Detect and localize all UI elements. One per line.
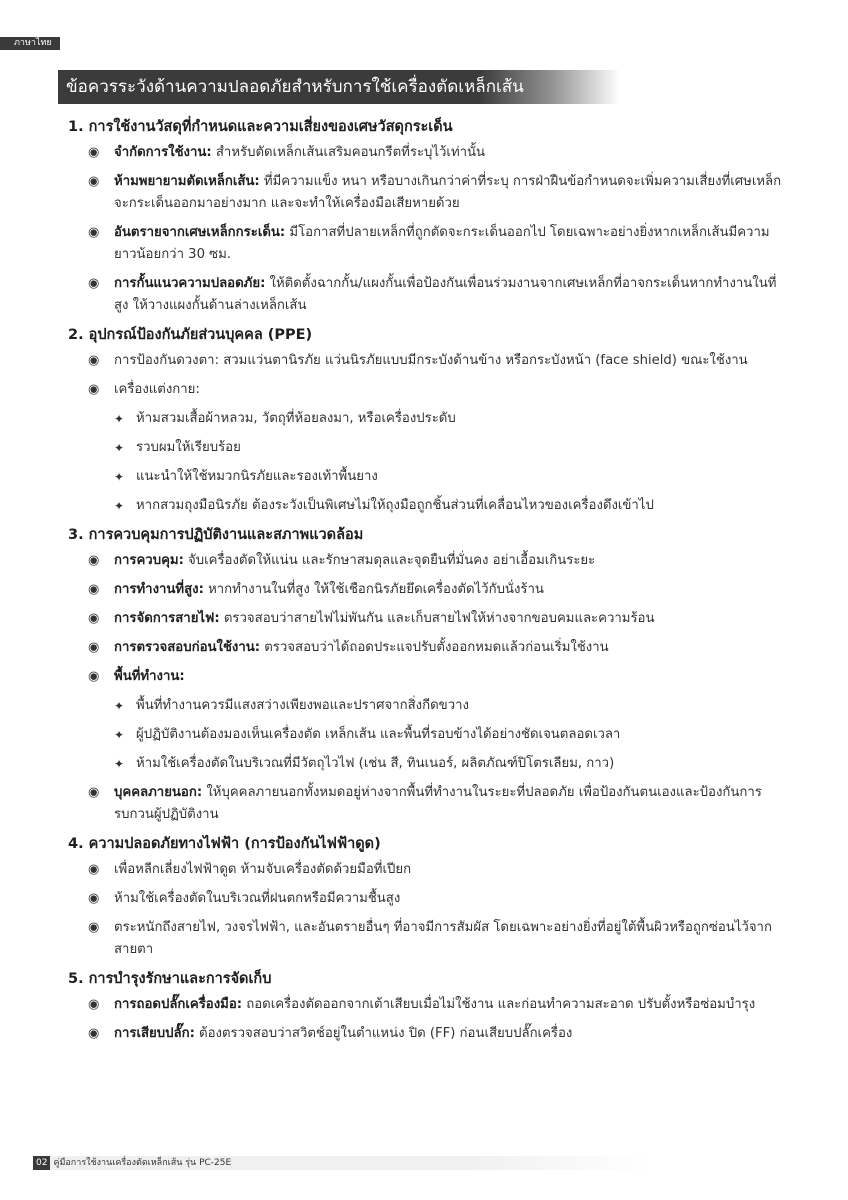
sub-list-item: ✦ รวบผมให้เรียบร้อย bbox=[68, 437, 788, 459]
bullet-icon: ◉ bbox=[88, 382, 100, 397]
bullet-icon: ◉ bbox=[88, 785, 100, 800]
sub-list-item: ✦ หากสวมถุงมือนิรภัย ต้องระวังเป็นพิเศษไม่ให้ถุงมือถูกชิ้นส่วนที่เคลื่อนไหวของเครื่องดึงเข้าไป bbox=[68, 495, 788, 517]
section-1 bbox=[68, 116, 788, 317]
sub-list-item: ✦ พื้นที่ทำงานควรมีแสงสว่างเพียงพอและปราศจากสิ่งกีดขวาง bbox=[68, 695, 788, 717]
list-item: ◉ ตระหนักถึงสายไฟ, วงจรไฟฟ้า, และอันตรายอื่นๆ ที่อาจมีการสัมผัส โดยเฉพาะอย่างยิ่งที่อยู่ใต้พื้นผิวหรือถูกซ่อนไว้จากสายตา bbox=[68, 917, 788, 961]
star-bullet-icon: ✦ bbox=[114, 728, 125, 742]
sub-list-item: ✦ ห้ามสวมเสื้อผ้าหลวม, วัตถุที่ห้อยลงมา, หรือเครื่องประดับ bbox=[68, 408, 788, 430]
list-item: ◉ บุคคลภายนอก: ให้บุคคลภายนอกทั้งหมดอยู่ห่างจากพื้นที่ทำงานในระยะที่ปลอดภัย เพื่อป้องกันตนเองและป้องกันการรบกวนผู้ปฏิบัติงาน bbox=[68, 782, 788, 826]
section-3 bbox=[68, 524, 788, 826]
bullet-icon: ◉ bbox=[88, 174, 100, 189]
list-item: ◉ การกั้นแนวความปลอดภัย: ให้ติดตั้งฉากกั้น/แผงกั้นเพื่อป้องกันเพื่อนร่วมงานจากเศษเหล็กที่อาจกระเด็นหากทำงานในที่สูง ให้วางแผงกั้นด้านล่างเหล็กเส้น bbox=[68, 273, 788, 317]
bullet-icon: ◉ bbox=[88, 582, 100, 597]
section-4-title: 4. ความปลอดภัยทางไฟฟ้า (การป้องกันไฟฟ้าดูด) bbox=[68, 836, 381, 852]
bullet-icon: ◉ bbox=[88, 669, 100, 684]
star-bullet-icon: ✦ bbox=[114, 470, 125, 484]
footer-text: คู่มือการใช้งานเครื่องตัดเหล็กเส้น รุ่น PC-25E bbox=[53, 1158, 232, 1168]
bullet-icon: ◉ bbox=[88, 1026, 100, 1041]
bullet-icon: ◉ bbox=[88, 611, 100, 626]
list-item: ◉ ห้ามพยายามตัดเหล็กเส้น: ที่มีความแข็ง หนา หรือบางเกินกว่าค่าที่ระบุ การฝ่าฝืนข้อกำหนดจะเพิ่มความเสี่ยงที่เศษเหล็กจะกระเด็นออกมาอย่างมาก และจะทำให้เครื่องมือเสียหายด้วย bbox=[68, 171, 788, 215]
section-5-title: 5. การบำรุงรักษาและการจัดเก็บ bbox=[68, 971, 272, 987]
list-item: ◉ อันตรายจากเศษเหล็กกระเด็น: มีโอกาสที่ปลายเหล็กที่ถูกตัดจะกระเด็นออกไป โดยเฉพาะอย่างยิ่งหากเหล็กเส้นมีความยาวน้อยกว่า 30 ซม. bbox=[68, 222, 788, 266]
page-footer bbox=[33, 1156, 653, 1170]
list-item: ◉ ห้ามใช้เครื่องตัดในบริเวณที่ฝนตกหรือมีความชื้นสูง bbox=[68, 888, 788, 910]
bullet-icon: ◉ bbox=[88, 862, 100, 877]
bullet-icon: ◉ bbox=[88, 920, 100, 935]
sub-list-item: ✦ ห้ามใช้เครื่องตัดในบริเวณที่มีวัตถุไวไฟ (เช่น สี, ทินเนอร์, ผลิตภัณฑ์ปิโตรเลียม, กาว) bbox=[68, 753, 788, 775]
star-bullet-icon: ✦ bbox=[114, 757, 125, 771]
list-item: ◉ การจัดการสายไฟ: ตรวจสอบว่าสายไฟไม่พันกัน และเก็บสายไฟให้ห่างจากขอบคมและความร้อน bbox=[68, 608, 788, 630]
star-bullet-icon: ✦ bbox=[114, 699, 125, 713]
list-item: ◉ การเสียบปลั๊ก: ต้องตรวจสอบว่าสวิตช์อยู่ในตำแหน่ง ปิด (FF) ก่อนเสียบปลั๊กเครื่อง bbox=[68, 1023, 788, 1045]
page-title-banner: ข้อควรระวังด้านความปลอดภัยสำหรับการใช้เครื่องตัดเหล็กเส้น bbox=[58, 70, 620, 104]
star-bullet-icon: ✦ bbox=[114, 412, 125, 426]
list-item: ◉ การถอดปลั๊กเครื่องมือ: ถอดเครื่องตัดออกจากเต้าเสียบเมื่อไม่ใช้งาน และก่อนทำความสะอาด ปรับตั้งหรือซ่อมบำรุง bbox=[68, 994, 788, 1016]
sub-list-item: ✦ ผู้ปฏิบัติงานต้องมองเห็นเครื่องตัด เหล็กเส้น และพื้นที่รอบข้างได้อย่างชัดเจนตลอดเวลา bbox=[68, 724, 788, 746]
list-item: ◉ พื้นที่ทำงาน: bbox=[68, 666, 788, 688]
page-number: 02 bbox=[33, 1156, 50, 1170]
bullet-icon: ◉ bbox=[88, 891, 100, 906]
section-5 bbox=[68, 968, 788, 1045]
list-item: ◉ การป้องกันดวงตา: สวมแว่นตานิรภัย แว่นนิรภัยแบบมีกระบังด้านข้าง หรือกระบังหน้า (face shield) ขณะใช้งาน bbox=[68, 350, 788, 372]
section-4 bbox=[68, 833, 788, 961]
bullet-icon: ◉ bbox=[88, 225, 100, 240]
section-3-title: 3. การควบคุมการปฏิบัติงานและสภาพแวดล้อม bbox=[68, 527, 364, 543]
list-item: ◉ การทำงานที่สูง: หากทำงานในที่สูง ให้ใช้เชือกนิรภัยยึดเครื่องตัดไว้กับนั่งร้าน bbox=[68, 579, 788, 601]
sub-list-item: ✦ แนะนำให้ใช้หมวกนิรภัยและรองเท้าพื้นยาง bbox=[68, 466, 788, 488]
bullet-icon: ◉ bbox=[88, 553, 100, 568]
star-bullet-icon: ✦ bbox=[114, 499, 125, 513]
list-item: ◉ เพื่อหลีกเลี่ยงไฟฟ้าดูด ห้ามจับเครื่องตัดด้วยมือที่เปียก bbox=[68, 859, 788, 881]
section-2-title: 2. อุปกรณ์ป้องกันภัยส่วนบุคคล (PPE) bbox=[68, 327, 313, 343]
bullet-icon: ◉ bbox=[88, 997, 100, 1012]
language-tab: ภาษาไทย bbox=[0, 37, 60, 50]
bullet-icon: ◉ bbox=[88, 353, 100, 368]
star-bullet-icon: ✦ bbox=[114, 441, 125, 455]
list-item: ◉ จำกัดการใช้งาน: สำหรับตัดเหล็กเส้นเสริมคอนกรีตที่ระบุไว้เท่านั้น bbox=[68, 142, 788, 164]
bullet-icon: ◉ bbox=[88, 640, 100, 655]
section-1-title: 1. การใช้งานวัสดุที่กำหนดและความเสี่ยงของเศษวัสดุกระเด็น bbox=[68, 119, 453, 135]
list-item: ◉ การควบคุม: จับเครื่องตัดให้แน่น และรักษาสมดุลและจุดยืนที่มั่นคง อย่าเอื้อมเกินระยะ bbox=[68, 550, 788, 572]
bullet-icon: ◉ bbox=[88, 145, 100, 160]
bullet-icon: ◉ bbox=[88, 276, 100, 291]
list-item: ◉ เครื่องแต่งกาย: bbox=[68, 379, 788, 401]
list-item: ◉ การตรวจสอบก่อนใช้งาน: ตรวจสอบว่าได้ถอดประแจปรับตั้งออกหมดแล้วก่อนเริ่มใช้งาน bbox=[68, 637, 788, 659]
safety-content bbox=[68, 116, 788, 1052]
section-2 bbox=[68, 324, 788, 517]
